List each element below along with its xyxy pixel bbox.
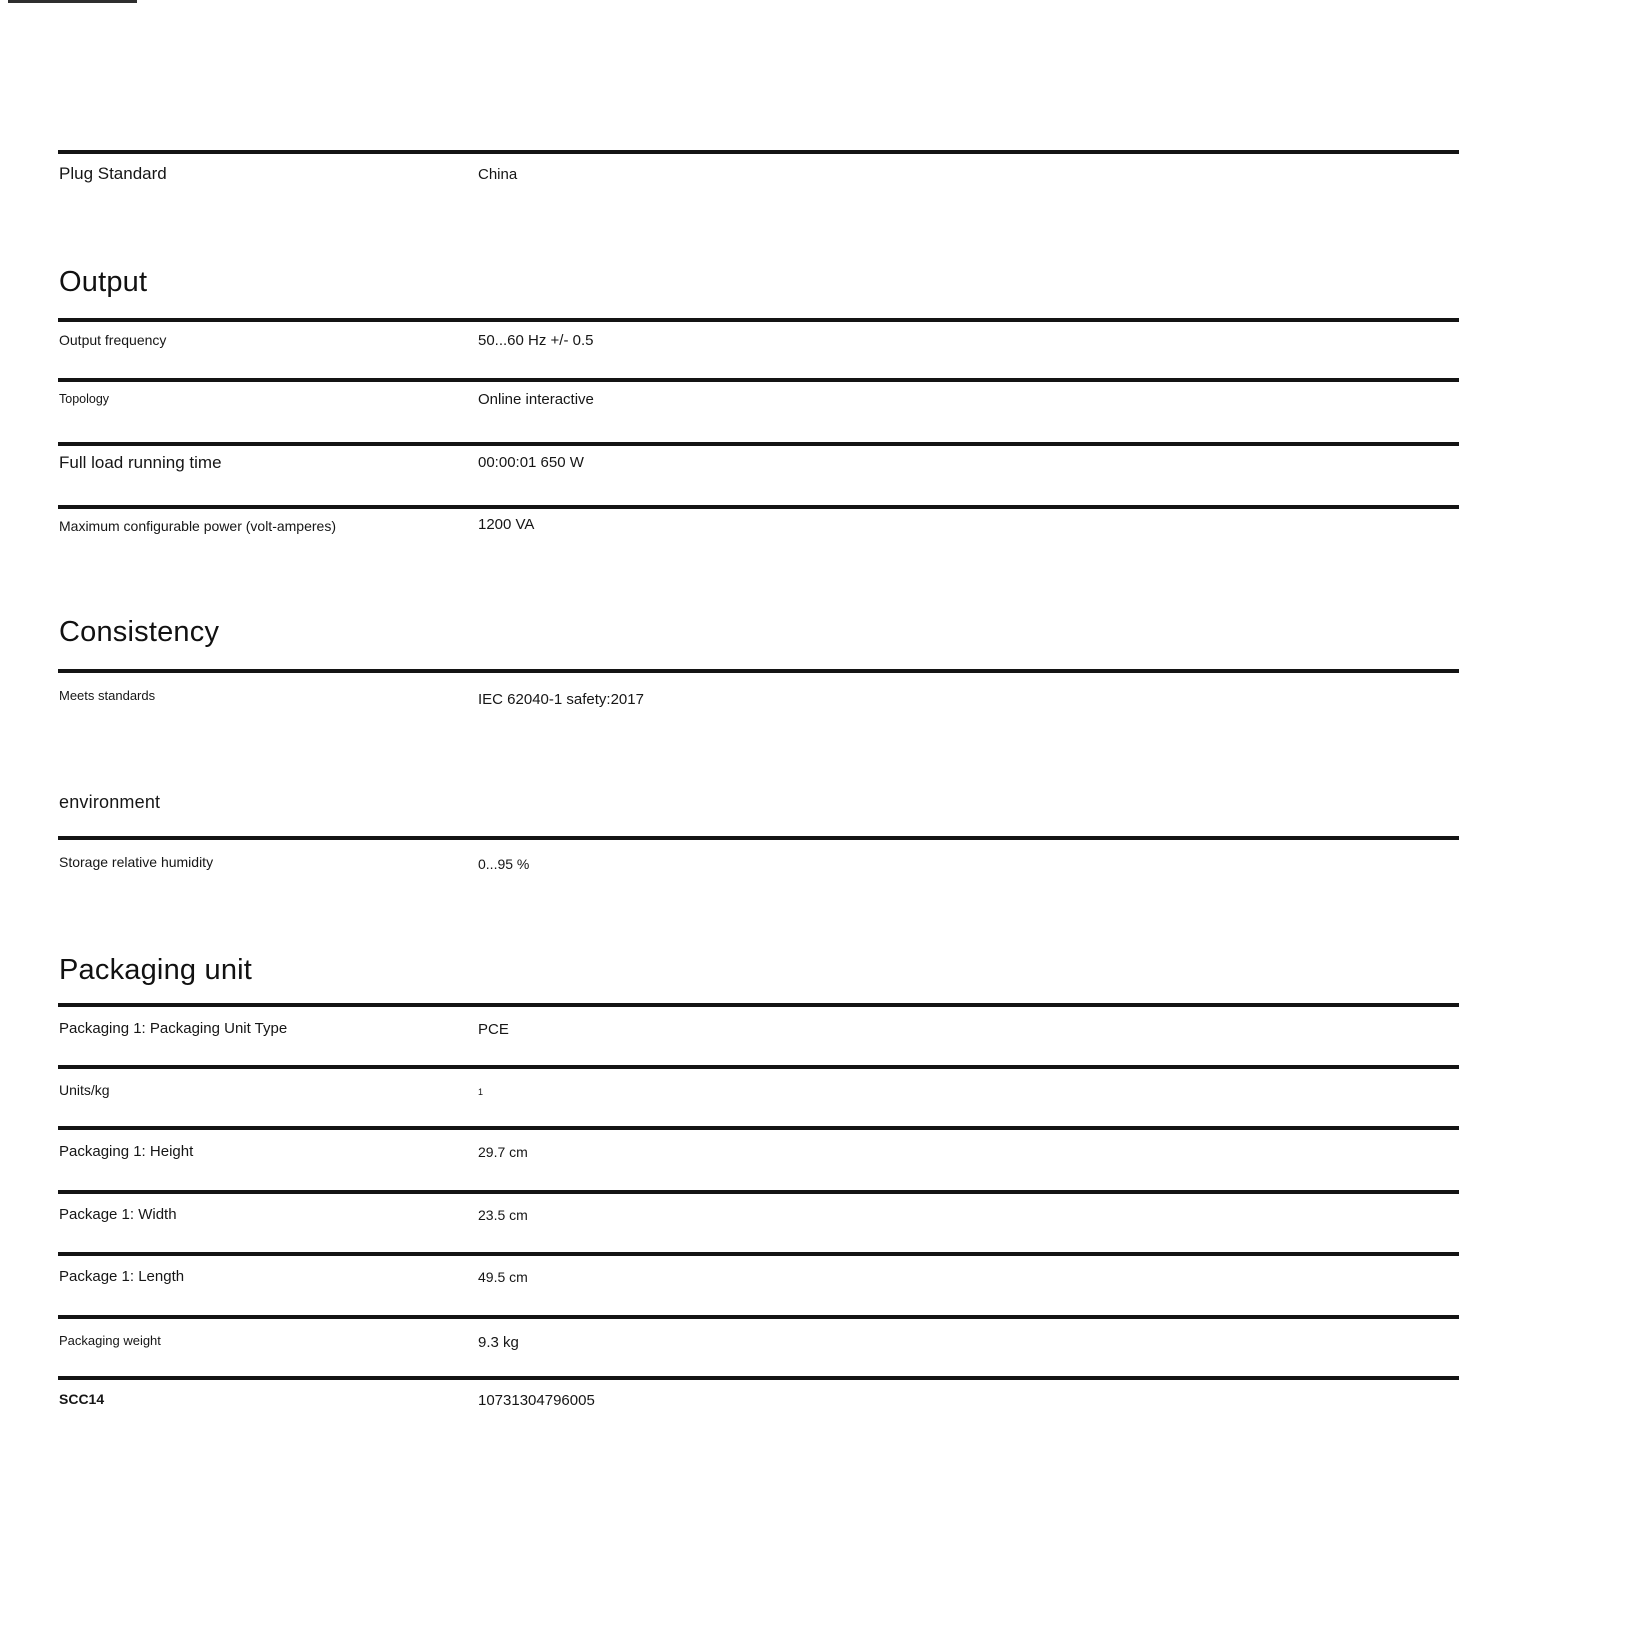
spec-value: 23.5 cm (478, 1207, 528, 1223)
spec-row-max-configurable-power (0, 505, 1627, 565)
spec-value: China (478, 166, 518, 183)
spec-row-output-frequency (0, 318, 1627, 378)
spec-row-storage-relative-humidity (0, 836, 1627, 896)
spec-value: 00:00:01 650 W (478, 454, 584, 471)
spec-label: Package 1: Width (59, 1206, 177, 1223)
spec-value: 29.7 cm (478, 1144, 528, 1160)
spec-row-packaging-weight (0, 1315, 1627, 1375)
row-divider (58, 1376, 1459, 1380)
spec-label: Meets standards (59, 688, 156, 703)
spec-value: 0...95 % (478, 856, 530, 872)
spec-label: Package 1: Length (59, 1268, 185, 1285)
row-divider (58, 1065, 1459, 1069)
section-heading-packaging-unit: Packaging unit (59, 954, 253, 986)
spec-row-package-width (0, 1190, 1627, 1250)
row-divider (58, 1126, 1459, 1130)
row-divider (58, 836, 1459, 840)
row-divider (58, 150, 1459, 154)
spec-label: SCC14 (59, 1391, 105, 1407)
spec-value: 50...60 Hz +/- 0.5 (478, 332, 594, 349)
row-divider (58, 378, 1459, 382)
spec-label: Topology (59, 392, 110, 406)
row-divider (58, 669, 1459, 673)
row-divider (58, 318, 1459, 322)
spec-label: Full load running time (59, 453, 222, 472)
spec-label: Packaging weight (59, 1333, 161, 1348)
top-edge-artifact (8, 0, 137, 3)
spec-row-scc14 (0, 1376, 1627, 1436)
spec-label: Storage relative humidity (59, 854, 214, 870)
spec-value: 9.3 kg (478, 1334, 519, 1351)
spec-label: Output frequency (59, 332, 167, 348)
spec-label: Packaging 1: Height (59, 1143, 194, 1160)
spec-value: 1 (478, 1087, 484, 1097)
spec-label: Packaging 1: Packaging Unit Type (59, 1020, 288, 1037)
row-divider (58, 442, 1459, 446)
row-divider (58, 1003, 1459, 1007)
spec-value: IEC 62040-1 safety:2017 (478, 691, 644, 708)
spec-label: Plug Standard (59, 164, 167, 183)
row-divider (58, 1252, 1459, 1256)
spec-value: 10731304796005 (478, 1392, 595, 1409)
spec-label: Maximum configurable power (volt-amperes) (59, 518, 336, 534)
row-divider (58, 1190, 1459, 1194)
section-heading-consistency: Consistency (59, 616, 220, 648)
spec-row-full-load-running-time (0, 442, 1627, 502)
spec-row-meets-standards (0, 669, 1627, 729)
row-divider (58, 505, 1459, 509)
section-heading-output: Output (59, 266, 148, 298)
spec-row-packaging-unit-type (0, 1003, 1627, 1063)
spec-value: PCE (478, 1021, 509, 1038)
spec-value: Online interactive (478, 391, 594, 408)
spec-row-topology (0, 378, 1627, 438)
spec-value: 1200 VA (478, 516, 535, 533)
spec-row-plug-standard (0, 150, 1627, 210)
spec-label: Units/kg (59, 1082, 110, 1098)
spec-row-packaging-height (0, 1126, 1627, 1186)
row-divider (58, 1315, 1459, 1319)
spec-row-package-length (0, 1252, 1627, 1312)
section-heading-environment: environment (59, 792, 161, 812)
spec-row-units-per-kg (0, 1065, 1627, 1125)
spec-value: 49.5 cm (478, 1269, 528, 1285)
